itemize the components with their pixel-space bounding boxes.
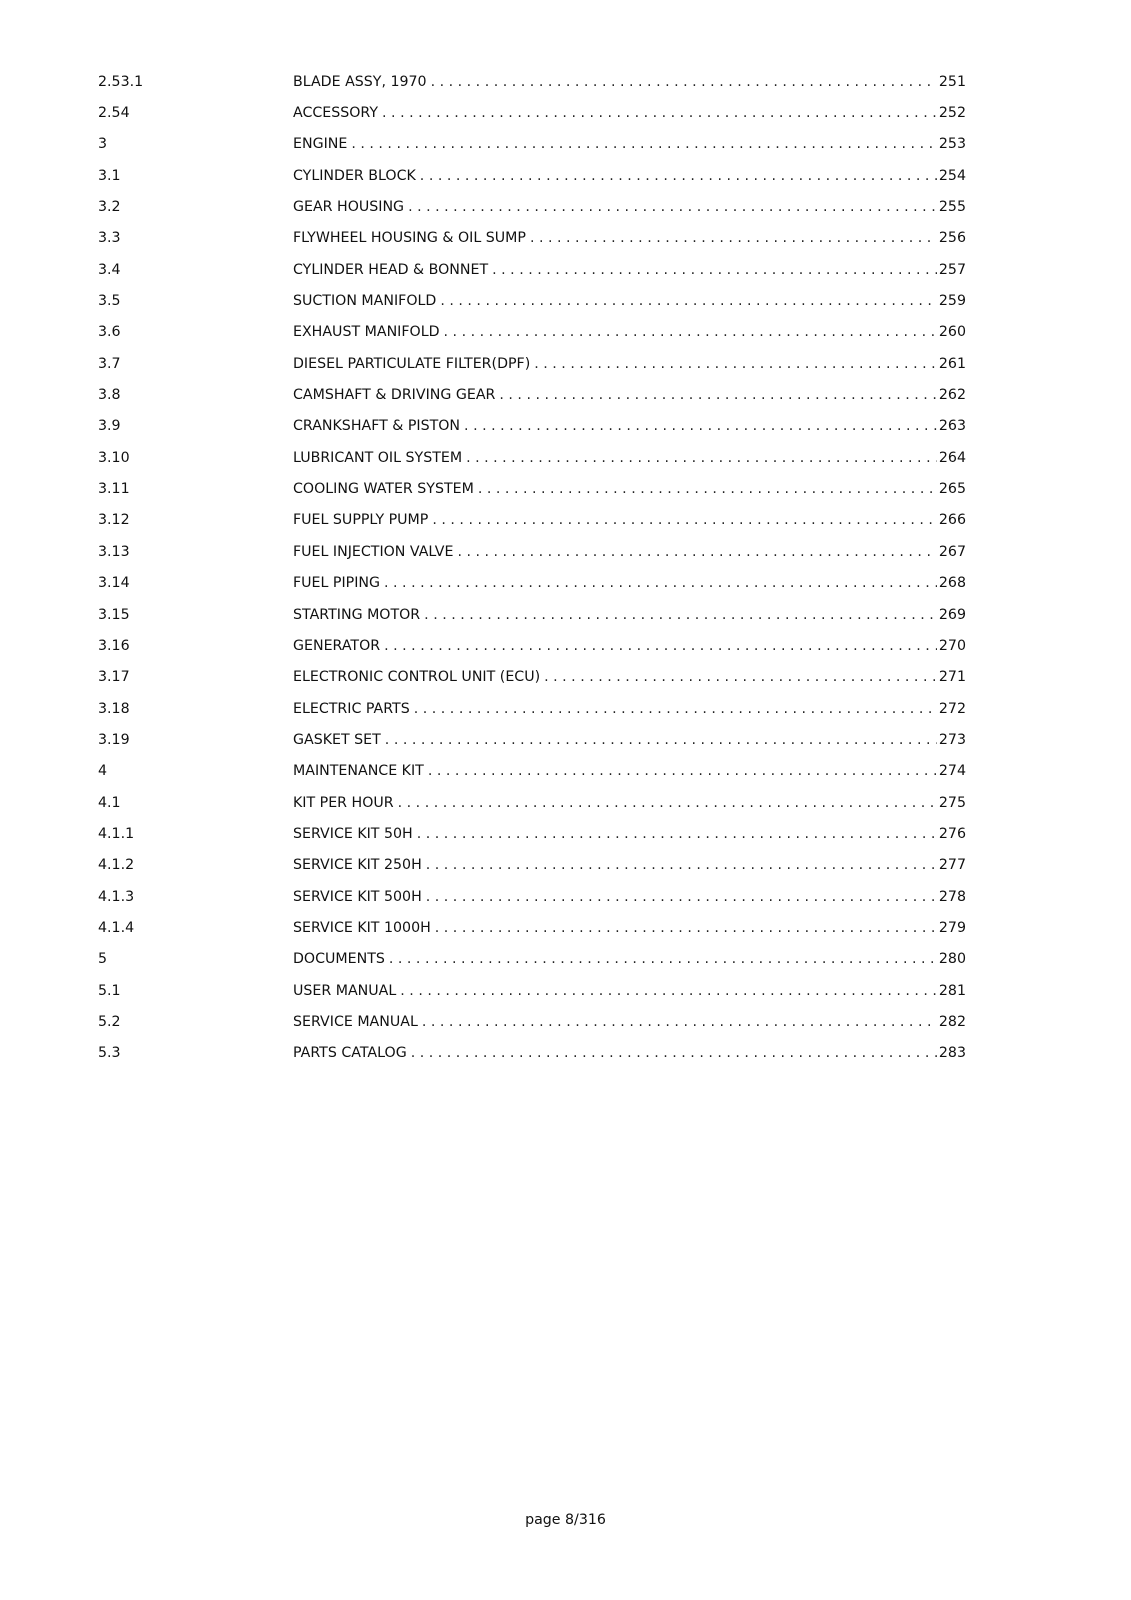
toc-section-number: 4	[98, 763, 108, 780]
toc-section-title: FUEL SUPPLY PUMP	[293, 510, 432, 530]
toc-section-title: CYLINDER BLOCK	[293, 166, 420, 186]
toc-dot-leader	[432, 510, 937, 530]
toc-entry[interactable]	[98, 285, 966, 316]
toc-entry[interactable]	[98, 881, 966, 912]
toc-dot-leader	[389, 949, 937, 969]
toc-page-number: 281	[938, 982, 966, 999]
toc-dot-leader	[408, 197, 937, 217]
toc-section-number: 4.1.3	[98, 888, 135, 905]
toc-page-number: 257	[938, 261, 966, 278]
toc-entry-line	[293, 385, 966, 405]
toc-section-title: ENGINE	[293, 134, 351, 154]
toc-page-number: 280	[938, 951, 966, 968]
toc-section-title: FUEL PIPING	[293, 573, 384, 593]
toc-page-number: 267	[938, 543, 966, 560]
toc-section-number: 3.2	[98, 199, 121, 216]
toc-dot-leader	[435, 918, 937, 938]
toc-section-number: 3.6	[98, 324, 121, 341]
toc-page-number: 278	[938, 888, 966, 905]
toc-section-title: CRANKSHAFT & PISTON	[293, 416, 464, 436]
toc-section-title: EXHAUST MANIFOLD	[293, 322, 444, 342]
toc-entry[interactable]	[98, 473, 966, 504]
table-of-contents	[98, 66, 966, 1069]
toc-section-number: 3	[98, 136, 108, 153]
toc-dot-leader	[384, 636, 937, 656]
toc-dot-leader	[444, 322, 937, 342]
toc-section-title: ELECTRIC PARTS	[293, 699, 414, 719]
toc-entry[interactable]	[98, 223, 966, 254]
toc-dot-leader	[499, 385, 937, 405]
toc-entry-line	[293, 448, 966, 468]
toc-entry-line	[293, 103, 966, 123]
toc-entry-line	[293, 981, 966, 1001]
toc-entry-line	[293, 416, 966, 436]
toc-section-number: 3.15	[98, 606, 130, 623]
toc-dot-leader	[464, 416, 937, 436]
toc-page-number: 266	[938, 512, 966, 529]
toc-section-title: LUBRICANT OIL SYSTEM	[293, 448, 466, 468]
toc-entry[interactable]	[98, 662, 966, 693]
toc-entry-line	[293, 730, 966, 750]
toc-dot-leader	[428, 761, 937, 781]
toc-entry-line	[293, 855, 966, 875]
toc-entry[interactable]	[98, 348, 966, 379]
toc-section-number: 3.5	[98, 293, 121, 310]
toc-page-number: 271	[938, 669, 966, 686]
toc-dot-leader	[424, 605, 937, 625]
toc-section-title: DOCUMENTS	[293, 949, 389, 969]
toc-entry-line	[293, 573, 966, 593]
toc-entry-line	[293, 918, 966, 938]
toc-section-number: 3.16	[98, 637, 130, 654]
toc-dot-leader	[534, 354, 937, 374]
toc-entry[interactable]	[98, 505, 966, 536]
toc-section-title: SERVICE KIT 250H	[293, 855, 426, 875]
toc-entry-line	[293, 354, 966, 374]
toc-entry-line	[293, 949, 966, 969]
toc-section-title: DIESEL PARTICULATE FILTER(DPF)	[293, 354, 534, 374]
toc-entry-line	[293, 1012, 966, 1032]
toc-page-number: 261	[938, 355, 966, 372]
toc-dot-leader	[351, 134, 937, 154]
toc-section-title: SERVICE KIT 1000H	[293, 918, 435, 938]
toc-section-title: SERVICE MANUAL	[293, 1012, 422, 1032]
toc-section-title: FUEL INJECTION VALVE	[293, 542, 457, 562]
toc-section-number: 4.1.4	[98, 919, 135, 936]
toc-entry[interactable]	[98, 756, 966, 787]
toc-entry-line	[293, 761, 966, 781]
toc-section-number: 3.9	[98, 418, 121, 435]
toc-page-number: 263	[938, 418, 966, 435]
toc-entry-line	[293, 510, 966, 530]
toc-entry[interactable]	[98, 944, 966, 975]
toc-section-title: CAMSHAFT & DRIVING GEAR	[293, 385, 499, 405]
toc-section-number: 3.18	[98, 700, 130, 717]
toc-section-number: 4.1.1	[98, 825, 135, 842]
toc-entry-line	[293, 72, 966, 92]
toc-section-number: 5.3	[98, 1045, 121, 1062]
toc-dot-leader	[414, 699, 937, 719]
toc-entry-line	[293, 824, 966, 844]
toc-entry[interactable]	[98, 912, 966, 943]
toc-section-title: GEAR HOUSING	[293, 197, 408, 217]
toc-section-title: SERVICE KIT 50H	[293, 824, 417, 844]
toc-entry[interactable]	[98, 536, 966, 567]
toc-entry[interactable]	[98, 66, 966, 97]
toc-entry-line	[293, 291, 966, 311]
toc-entry[interactable]	[98, 442, 966, 473]
toc-entry-line	[293, 197, 966, 217]
toc-dot-leader	[411, 1043, 937, 1063]
toc-entry-line	[293, 605, 966, 625]
toc-section-title: STARTING MOTOR	[293, 605, 424, 625]
toc-dot-leader	[382, 103, 937, 123]
toc-section-number: 3.17	[98, 669, 130, 686]
toc-entry[interactable]	[98, 379, 966, 410]
toc-page-number: 255	[938, 199, 966, 216]
toc-page-number: 251	[938, 73, 966, 90]
toc-page-number: 253	[938, 136, 966, 153]
toc-page-number: 256	[938, 230, 966, 247]
toc-page-number: 259	[938, 293, 966, 310]
toc-section-title: USER MANUAL	[293, 981, 400, 1001]
toc-entry[interactable]	[98, 317, 966, 348]
toc-page-number: 275	[938, 794, 966, 811]
toc-section-title: BLADE ASSY, 1970	[293, 72, 431, 92]
toc-section-number: 3.10	[98, 449, 130, 466]
toc-entry[interactable]	[98, 724, 966, 755]
toc-entry[interactable]	[98, 693, 966, 724]
toc-section-title: GASKET SET	[293, 730, 385, 750]
toc-dot-leader	[431, 72, 937, 92]
toc-entry-line	[293, 793, 966, 813]
toc-section-number: 3.11	[98, 481, 130, 498]
toc-entry[interactable]	[98, 191, 966, 222]
toc-section-number: 5	[98, 951, 108, 968]
toc-section-number: 3.4	[98, 261, 121, 278]
toc-section-number: 2.54	[98, 105, 130, 122]
toc-section-title: SERVICE KIT 500H	[293, 887, 426, 907]
toc-entry-line	[293, 479, 966, 499]
toc-entry-line	[293, 322, 966, 342]
toc-page-number: 269	[938, 606, 966, 623]
toc-entry-line	[293, 1043, 966, 1063]
toc-section-title: COOLING WATER SYSTEM	[293, 479, 478, 499]
toc-page-number: 272	[938, 700, 966, 717]
toc-section-number: 3.14	[98, 575, 130, 592]
toc-page-number: 268	[938, 575, 966, 592]
toc-section-number: 3.7	[98, 355, 121, 372]
toc-page-number: 283	[938, 1045, 966, 1062]
toc-section-title: ACCESSORY	[293, 103, 382, 123]
toc-entry[interactable]	[98, 818, 966, 849]
toc-dot-leader	[426, 855, 937, 875]
toc-page-number: 279	[938, 919, 966, 936]
toc-page-number: 277	[938, 857, 966, 874]
toc-dot-leader	[457, 542, 936, 562]
toc-section-number: 5.2	[98, 1013, 121, 1030]
toc-section-number: 3.1	[98, 167, 121, 184]
toc-entry[interactable]	[98, 129, 966, 160]
page-number-footer: page 8/316	[525, 1512, 606, 1528]
toc-section-number: 3.12	[98, 512, 130, 529]
toc-entry[interactable]	[98, 599, 966, 630]
toc-entry[interactable]	[98, 787, 966, 818]
toc-dot-leader	[466, 448, 937, 468]
toc-dot-leader	[478, 479, 937, 499]
toc-dot-leader	[426, 887, 937, 907]
toc-page-number: 265	[938, 481, 966, 498]
toc-entry[interactable]	[98, 411, 966, 442]
toc-section-title: KIT PER HOUR	[293, 793, 398, 813]
toc-section-number: 5.1	[98, 982, 121, 999]
toc-page-number: 252	[938, 105, 966, 122]
toc-section-number: 3.13	[98, 543, 130, 560]
toc-entry[interactable]	[98, 850, 966, 881]
toc-entry-line	[293, 636, 966, 656]
toc-dot-leader	[398, 793, 937, 813]
toc-section-number: 2.53.1	[98, 73, 144, 90]
toc-section-number: 4.1	[98, 794, 121, 811]
toc-entry-line	[293, 228, 966, 248]
toc-entry[interactable]	[98, 160, 966, 191]
toc-section-title: FLYWHEEL HOUSING & OIL SUMP	[293, 228, 530, 248]
toc-entry-line	[293, 542, 966, 562]
toc-entry-line	[293, 134, 966, 154]
toc-entry[interactable]	[98, 630, 966, 661]
toc-section-number: 3.8	[98, 387, 121, 404]
toc-page-number: 254	[938, 167, 966, 184]
toc-dot-leader	[492, 260, 937, 280]
toc-page-number: 273	[938, 731, 966, 748]
toc-entry[interactable]	[98, 568, 966, 599]
toc-dot-leader	[440, 291, 937, 311]
toc-entry-line	[293, 667, 966, 687]
toc-page-number: 274	[938, 763, 966, 780]
toc-entry-line	[293, 887, 966, 907]
toc-page-number: 270	[938, 637, 966, 654]
toc-page-number: 264	[938, 449, 966, 466]
toc-entry[interactable]	[98, 1038, 966, 1069]
toc-entry[interactable]	[98, 254, 966, 285]
toc-section-title: GENERATOR	[293, 636, 384, 656]
toc-page-number: 260	[938, 324, 966, 341]
toc-dot-leader	[384, 573, 937, 593]
toc-dot-leader	[385, 730, 937, 750]
toc-section-number: 4.1.2	[98, 857, 135, 874]
toc-entry[interactable]	[98, 1006, 966, 1037]
toc-entry-line	[293, 166, 966, 186]
toc-entry-line	[293, 260, 966, 280]
toc-section-title: MAINTENANCE KIT	[293, 761, 428, 781]
toc-page-number: 262	[938, 387, 966, 404]
toc-dot-leader	[400, 981, 937, 1001]
toc-section-title: PARTS CATALOG	[293, 1043, 411, 1063]
toc-page-number: 276	[938, 825, 966, 842]
toc-page-number: 282	[938, 1013, 966, 1030]
toc-section-title: ELECTRONIC CONTROL UNIT (ECU)	[293, 667, 544, 687]
toc-section-number: 3.19	[98, 731, 130, 748]
toc-section-title: SUCTION MANIFOLD	[293, 291, 440, 311]
toc-dot-leader	[417, 824, 937, 844]
toc-entry[interactable]	[98, 975, 966, 1006]
toc-section-title: CYLINDER HEAD & BONNET	[293, 260, 492, 280]
toc-entry-line	[293, 699, 966, 719]
toc-entry[interactable]	[98, 97, 966, 128]
toc-dot-leader	[422, 1012, 937, 1032]
toc-dot-leader	[544, 667, 937, 687]
toc-section-number: 3.3	[98, 230, 121, 247]
toc-dot-leader	[530, 228, 937, 248]
toc-dot-leader	[420, 166, 937, 186]
